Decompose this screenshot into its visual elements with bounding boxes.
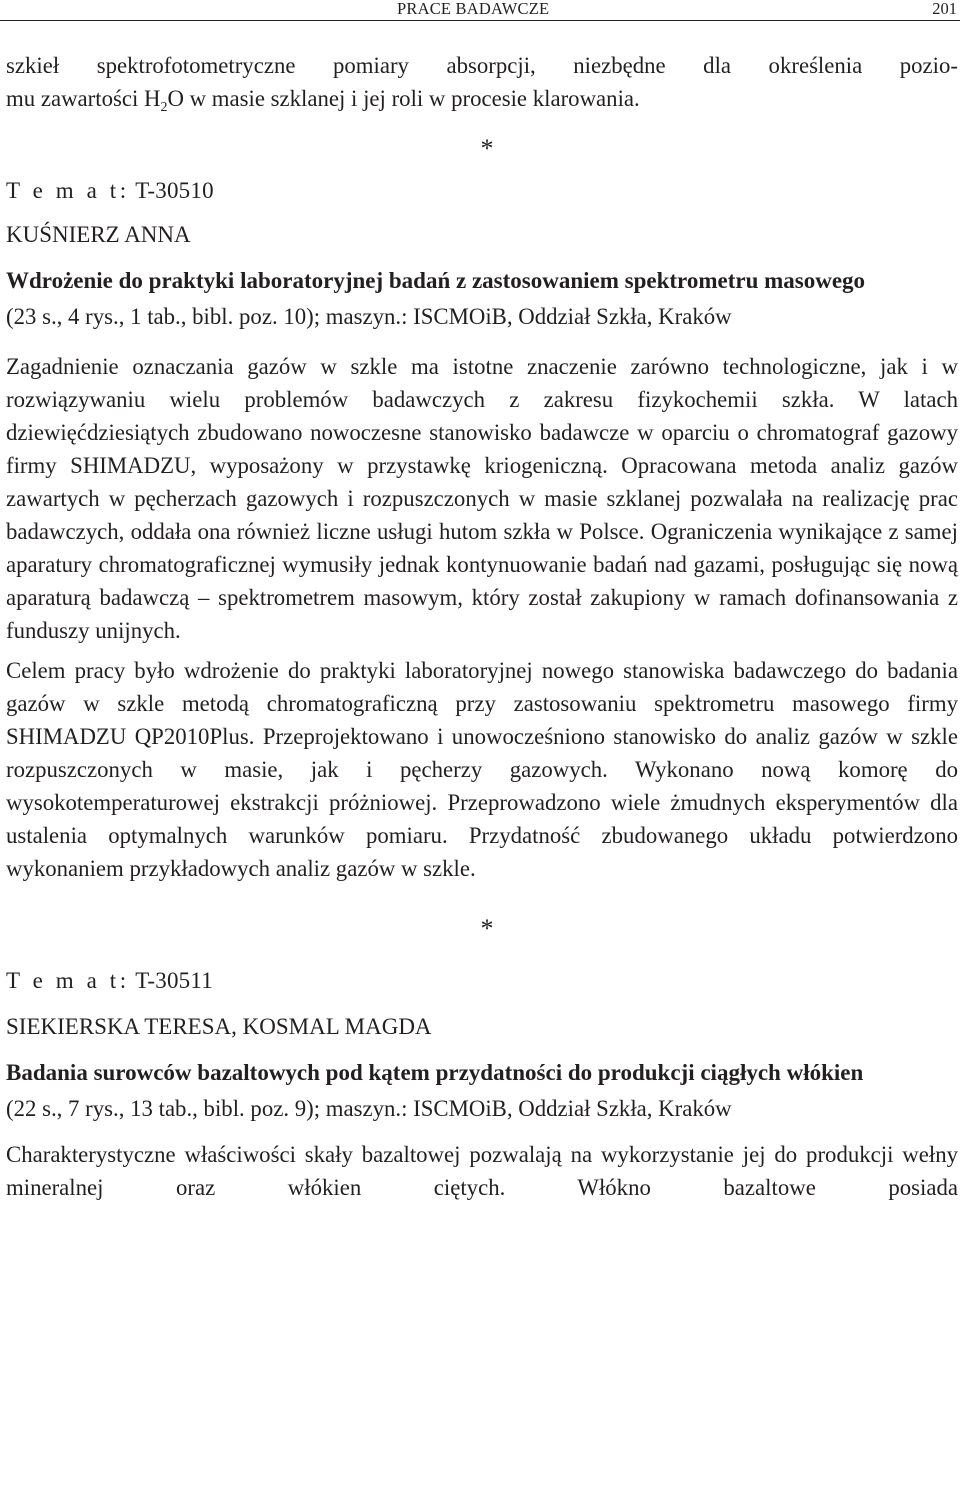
- intro-paragraph: [6, 50, 958, 116]
- entry-paragraph: Celem pracy było wdrożenie do praktyki laboratoryjnej nowego stanowiska badawczego do badania gazów w szkle metodą chromatograficzną przy zastosowaniu spektrometru masowego firmy SHIMADZU QP2010Plus. Przeprojektowano i unowocześniono stanowisko do analiz gazów w szkle rozpuszczonych w masie, jak i pęcherzy gazowych. Wykonano nową komorę do wysokotemperaturowej ekstrakcji próżniowej. Przeprowadzono wiele żmudnych eksperymentów dla ustalenia optymalnych warunków pomiaru. Przydatność zbudowanego układu potwierdzono wykonaniem przykładowych analiz gazów w szkle.: [6, 658, 958, 881]
- entry-meta: (22 s., 7 rys., 13 tab., bibl. poz. 9); maszyn.: ISCMOiB, Oddział Szkła, Kraków: [6, 1095, 732, 1121]
- entry-authors: KUŚNIERZ ANNA: [6, 221, 191, 247]
- entry-t30510: [6, 176, 958, 886]
- entry-separator: *: [480, 913, 494, 943]
- intro-line-2: mu zawartości $H_2O$ w masie szklanej i jej roli w procesie klarowania.: [6, 85, 640, 115]
- entry-meta: (23 s., 4 rys., 1 tab., bibl. poz. 10); maszyn.: ISCMOiB, Oddział Szkła, Kraków: [6, 303, 732, 329]
- intro-line-1: szkieł spektrofotometryczne pomiary absorpcji, niezbędne dla określenia pozio-: [6, 53, 958, 78]
- entry-topic: T e m a t: T-30510: [6, 177, 214, 203]
- entry-t30511: [6, 966, 958, 1205]
- running-header: [0, 0, 960, 21]
- entry-paragraph: Charakterystyczne właściwości skały bazaltowej pozwalają na wykorzystanie jej do produkcji wełny mineralnej oraz włókien ciętych. Włókno bazaltowe posiada: [6, 1142, 958, 1201]
- entry-separator: *: [480, 133, 494, 163]
- page-number: 201: [932, 0, 957, 18]
- page-content: [6, 50, 958, 1205]
- running-title: PRACE BADAWCZE: [397, 0, 550, 18]
- entry-title: Wdrożenie do praktyki laboratoryjnej badań z zastosowaniem spektrometru masowego: [6, 267, 866, 293]
- entry-title: Badania surowców bazaltowych pod kątem przydatności do produkcji ciągłych włókien: [6, 1059, 864, 1085]
- entry-authors: SIEKIERSKA TERESA, KOSMAL MAGDA: [6, 1013, 432, 1039]
- entry-paragraph: Zagadnienie oznaczania gazów w szkle ma istotne znaczenie zarówno technologiczne, jak i w rozwiązywaniu wielu problemów badawczych z zakresu fizykochemii szkła. W latach dziewięćdziesiątych zbudowano nowoczesne stanowisko badawcze w oparciu o chromatograf gazowy firmy SHIMADZU, wyposażony w przystawkę kriogeniczną. Opracowana metoda analiz gazów zawartych w pęcherzach gazowych i rozpuszczonych w masie szklanej pozwalała na realizację prac badawczych, oddała ona również liczne usługi hutom szkła w Polsce. Ograniczenia wynikające z samej aparatury chromatograficznej wymusiły jednak kontynuowanie badań nad gazami, posługując się nową aparaturą badawczą – spektrometrem masowym, który został zakupiony w ramach dofinansowania z funduszy unijnych.: [6, 354, 958, 643]
- entry-topic: T e m a t: T-30511: [6, 967, 213, 993]
